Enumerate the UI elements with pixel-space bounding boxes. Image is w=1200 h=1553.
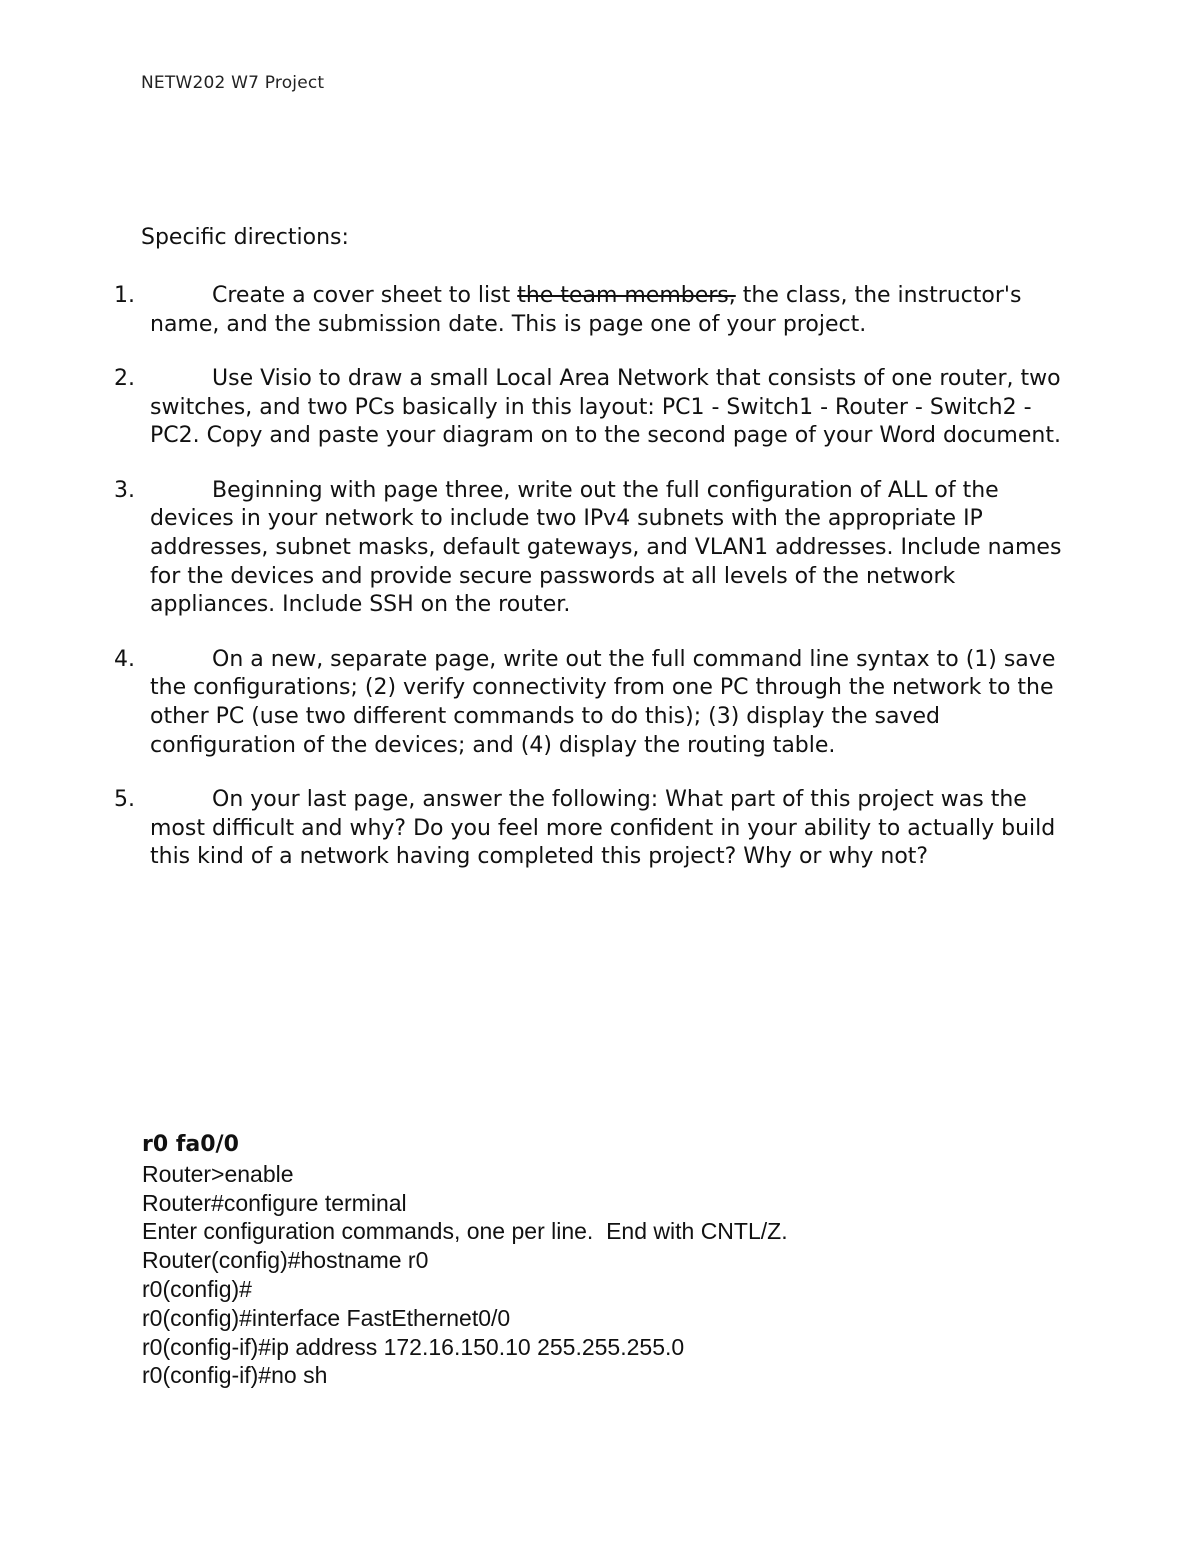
directions-heading: Specific directions:: [141, 225, 349, 250]
item-number: 5.: [114, 786, 135, 812]
item-number: 3.: [114, 477, 135, 503]
item-number: 2.: [114, 365, 135, 391]
list-item: [114, 477, 1074, 621]
config-line: Router#configure terminal: [142, 1189, 407, 1216]
item-text: Beginning with page three, write out the full configuration of ALL of the devices in your network to include two IPv4 subnets with the appropriate IP addresses, subnet masks, default gateways, and VLAN1 addresses. Include names for the devices and provide secure passwords at all levels of the network appliances. Include SSH on the router.: [150, 477, 1062, 618]
item-text-start: Create a cover sheet to list: [212, 283, 518, 308]
item-text: On your last page, answer the following: What part of this project was the most difficult and why? Do you feel more confident in your ability to actually build this kind of a network having completed this project? Why or why not?: [150, 786, 1056, 870]
config-line: Router(config)#hostname r0: [142, 1247, 429, 1274]
config-section: [142, 1131, 788, 1390]
config-line: r0(config)#: [142, 1275, 252, 1302]
list-item: [114, 282, 1074, 339]
directions-list: [114, 282, 1074, 897]
struck-text: the team members,: [517, 283, 736, 308]
item-text: Use Visio to draw a small Local Area Network that consists of one router, two switches, and two PCs basically in this layout: PC1 - Switch1 - Router - Switch2 - PC2. Copy and paste your diagram on to the second page of your Word document.: [150, 365, 1061, 449]
page-header: NETW202 W7 Project: [141, 73, 325, 93]
item-text-end: the class, the instructor's name, and the submission date. This is page one of your project.: [150, 283, 1022, 337]
config-line: r0(config-if)#no sh: [142, 1362, 328, 1389]
config-line: Enter configuration commands, one per line. End with CNTL/Z.: [142, 1218, 788, 1245]
config-line: r0(config-if)#ip address 172.16.150.10 255.255.255.0: [142, 1333, 685, 1360]
config-title: r0 fa0/0: [142, 1132, 239, 1157]
config-line: r0(config)#interface FastEthernet0/0: [142, 1304, 511, 1331]
item-text: On a new, separate page, write out the full command line syntax to (1) save the configurations; (2) verify connectivity from one PC through the network to the other PC (use two different commands to do this); (3) display the saved configuration of the devices; and (4) display the routing table.: [150, 646, 1056, 758]
list-item: [114, 365, 1074, 451]
item-number: 1.: [114, 283, 135, 308]
list-item: [114, 786, 1074, 872]
config-line: Router>enable: [142, 1160, 294, 1187]
item-number: 4.: [114, 646, 135, 672]
list-item: [114, 646, 1074, 761]
